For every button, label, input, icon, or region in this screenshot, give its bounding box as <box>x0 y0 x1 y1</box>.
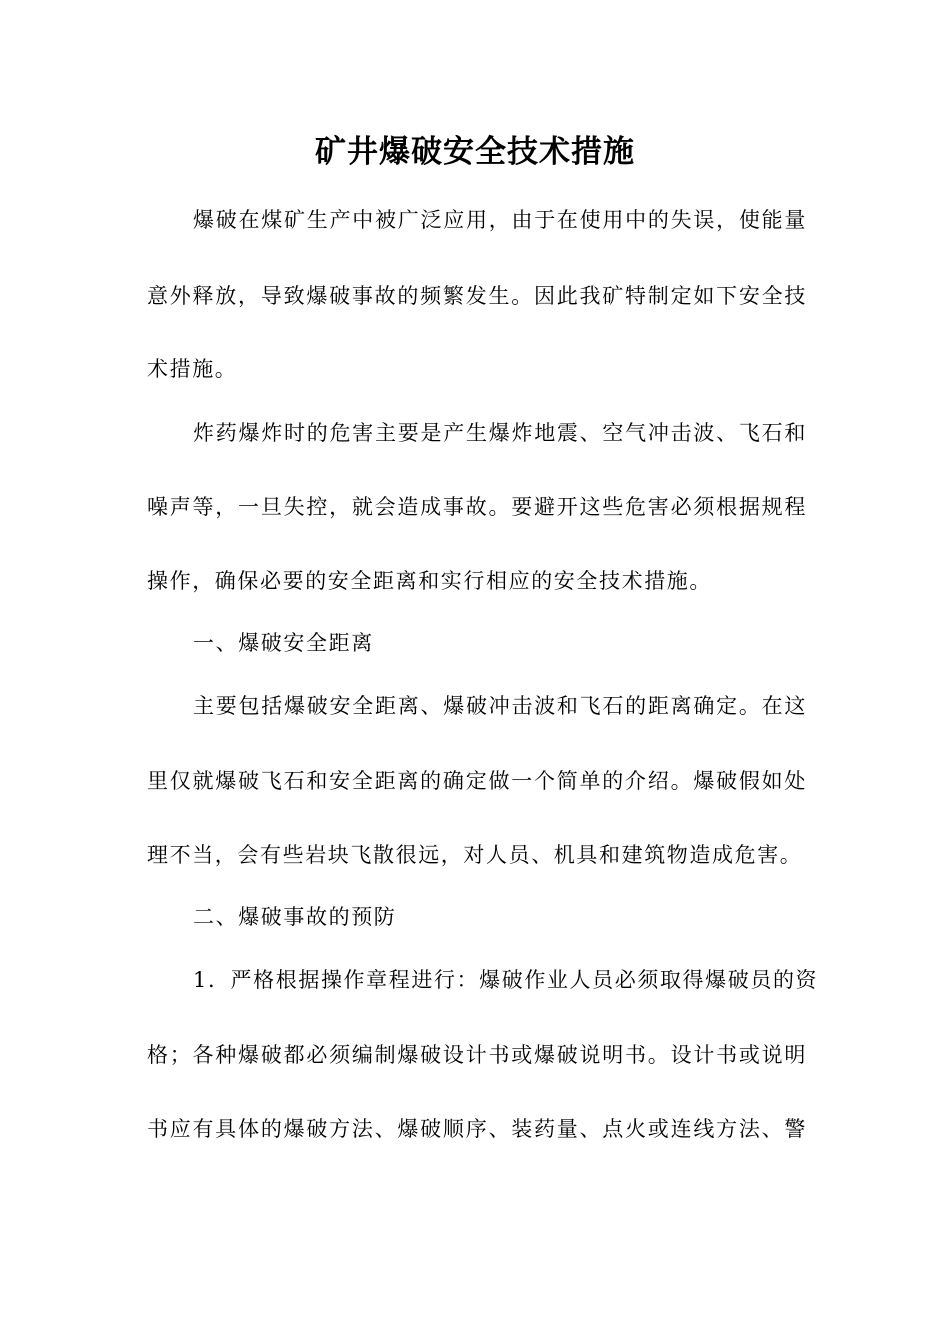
paragraph-line: 1．严格根据操作章程进行：爆破作业人员必须取得爆破员的资 <box>193 968 819 992</box>
paragraph-line: 意外释放，导致爆破事故的频繁发生。因此我矿特制定如下安全技 <box>147 284 807 308</box>
paragraph-line: 操作，确保必要的安全距离和实行相应的安全技术措施。 <box>147 569 712 593</box>
paragraph-line: 主要包括爆破安全距离、爆破冲击波和飞石的距离确定。在这 <box>193 694 807 718</box>
paragraph-line: 爆破在煤矿生产中被广泛应用，由于在使用中的失误，使能量 <box>193 208 807 232</box>
section-heading: 二、爆破事故的预防 <box>193 905 397 929</box>
paragraph-line: 术措施。 <box>147 357 238 381</box>
paragraph-line: 书应有具体的爆破方法、爆破顺序、装药量、点火或连线方法、警 <box>147 1117 807 1141</box>
paragraph-line: 炸药爆炸时的危害主要是产生爆炸地震、空气冲击波、飞石和 <box>193 421 807 445</box>
paragraph-line: 理不当，会有些岩块飞散很远，对人员、机具和建筑物造成危害。 <box>147 843 803 867</box>
paragraph-line: 格；各种爆破都必须编制爆破设计书或爆破说明书。设计书或说明 <box>147 1043 807 1067</box>
paragraph-line: 噪声等，一旦失控，就会造成事故。要避开这些危害必须根据规程 <box>147 495 807 519</box>
section-heading: 一、爆破安全距离 <box>193 631 374 655</box>
paragraph-line: 里仅就爆破飞石和安全距离的确定做一个简单的介绍。爆破假如处 <box>147 769 807 793</box>
document-title: 矿井爆破安全技术措施 <box>315 134 635 170</box>
